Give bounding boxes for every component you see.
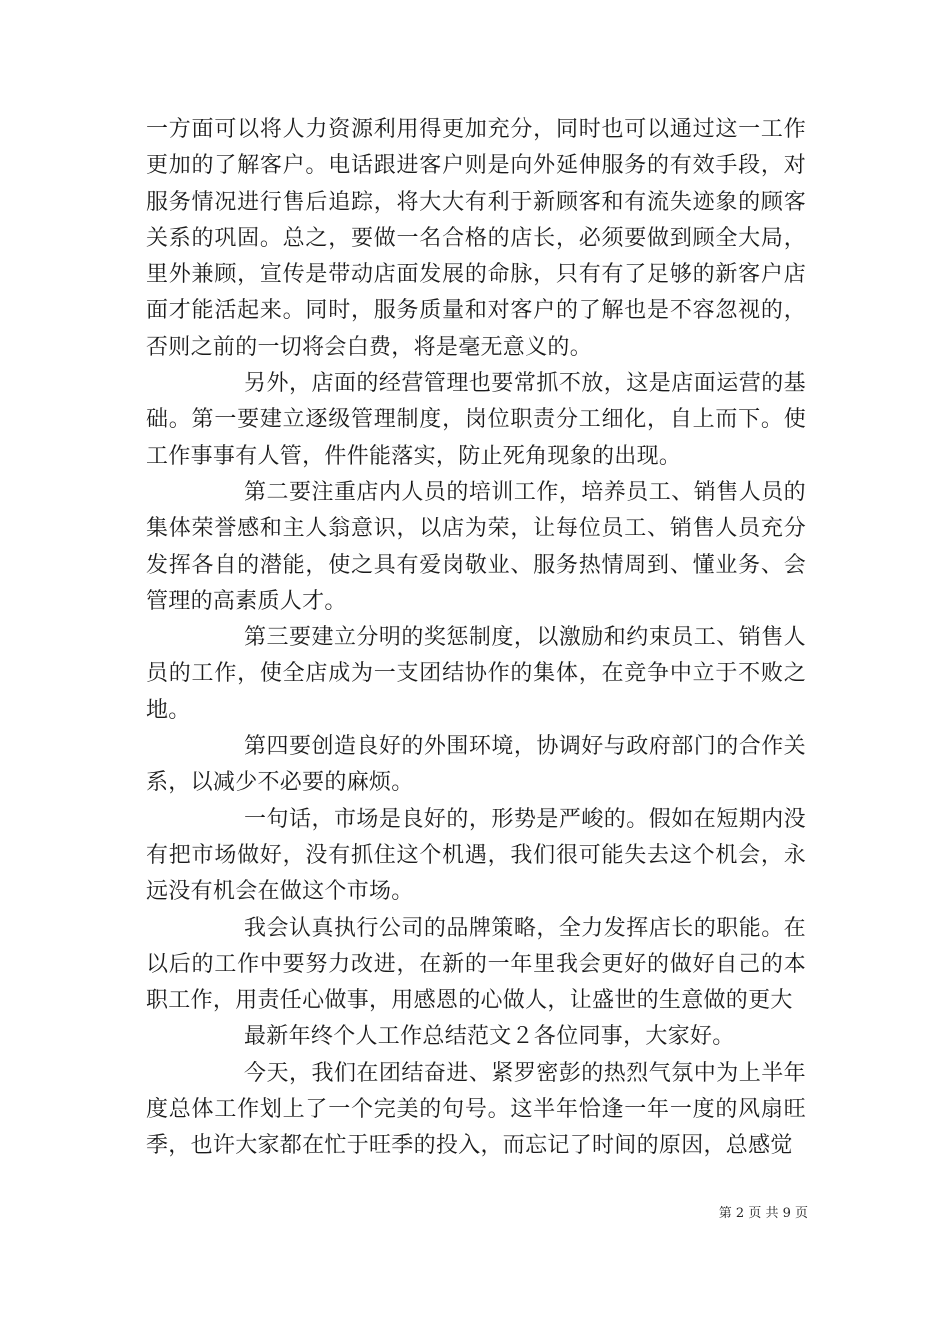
paragraph-3: 第二要注重店内人员的培训工作，培养员工、销售人员的集体荣誉感和主人翁意识，以店为荣，让每位员工、销售人员充分发挥各自的潜能，使之具有爱岗敬业、服务热情周到、懂业务、会管理的高素质人才。 (146, 479, 806, 614)
paragraph-6: 一句话，市场是良好的，形势是严峻的。假如在短期内没有把市场做好，没有抓住这个机遇，我们很可能失去这个机会，永远没有机会在做这个市场。 (146, 806, 806, 905)
paragraph-5: 第四要创造良好的外围环境，协调好与政府部门的合作关系，以减少不必要的麻烦。 (146, 734, 806, 796)
paragraph-8: 最新年终个人工作总结范文２各位同事，大家好。 (244, 1024, 735, 1050)
paragraph-9: 今天，我们在团结奋进、紧罗密彭的热烈气氛中为上半年度总体工作划上了一个完美的句号。这半年恰逢一年一度的风扇旺季，也许大家都在忙于旺季的投入，而忘记了时间的原因，总感觉 (146, 1060, 806, 1159)
paragraph-2: 另外，店面的经营管理也要常抓不放，这是店面运营的基础。第一要建立逐级管理制度，岗位职责分工细化，自上而下。使工作事事有人管，件件能落实，防止死角现象的出现。 (146, 371, 806, 469)
paragraph-4: 第三要建立分明的奖惩制度，以激励和约束员工、销售人员的工作，使全店成为一支团结协作的集体，在竞争中立于不败之地。 (146, 625, 806, 723)
paragraph-7: 我会认真执行公司的品牌策略，全力发挥店长的职能。在以后的工作中要努力改进，在新的一年里我会更好的做好自己的本职工作，用责任心做事，用感恩的心做人，让盛世的生意做的更大 (146, 915, 806, 1014)
page-number: 第 2 页 共 9 页 (718, 1206, 808, 1221)
document-body (146, 112, 806, 1165)
paragraph-1: 一方面可以将人力资源利用得更加充分，同时也可以通过这一工作更加的了解客户。电话跟进客户则是向外延伸服务的有效手段，对服务情况进行售后追踪，将大大有利于新顾客和有流失迹象的顾客关系的巩固。总之，要做一名合格的店长，必须要做到顾全大局，里外兼顾，宣传是带动店面发展的命脉，只有有了足够的新客户店面才能活起来。同时，服务质量和对客户的了解也是不容忽视的，否则之前的一切将会白费，将是毫无意义的。 (146, 117, 806, 360)
